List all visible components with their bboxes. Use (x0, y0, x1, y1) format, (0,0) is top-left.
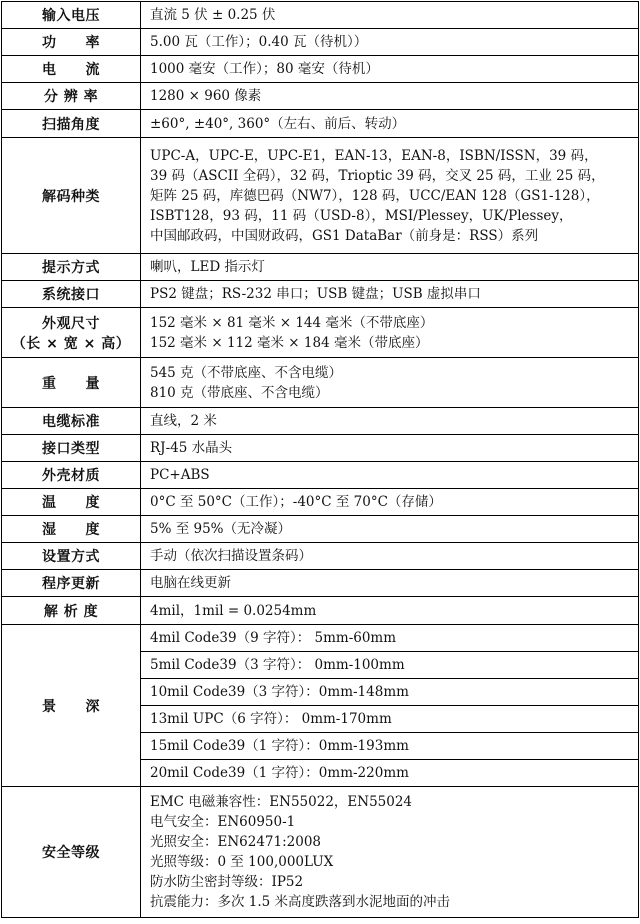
safety-line: 电气安全：EN60950-1 (150, 814, 296, 830)
row-label: 功 率 (2, 29, 141, 56)
symbology-line: 39 码（ASCII 全码），32 码，Trioptic 39 码，交叉 25 码，工业 25 码， (150, 167, 605, 184)
symbology-line: 矩阵 25 码，库德巴码（NW7），128 码，UCC/EAN 128（GS1-128）， (150, 187, 600, 204)
row-label: 安全等级 (2, 787, 141, 918)
row-interface (2, 281, 639, 308)
row-value: 5% 至 95%（无冷凝） (141, 516, 639, 543)
row-label: 电 流 (2, 56, 141, 83)
row-value (141, 787, 639, 918)
dof-item: 5mil Code39（3 字符）： 0mm-100mm (141, 652, 639, 679)
row-label: 解码种类 (2, 138, 141, 254)
row-indicator (2, 254, 639, 281)
row-value (141, 138, 639, 254)
dof-item: 10mil Code39（3 字符）：0mm-148mm (141, 679, 639, 706)
row-value: 4mil，1mil = 0.0254mm (141, 597, 639, 625)
row-weight (2, 358, 639, 408)
dof-item: 20mil Code39（1 字符）：0mm-220mm (141, 760, 639, 787)
row-label: 解 析 度 (2, 597, 141, 625)
row-label: 输入电压 (2, 2, 141, 29)
row-value: PS2 键盘；RS-232 串口；USB 键盘；USB 虚拟串口 (141, 281, 639, 308)
row-value: 电脑在线更新 (141, 570, 639, 597)
row-value: 1280 × 960 像素 (141, 83, 639, 110)
row-power (2, 29, 639, 56)
row-label (2, 308, 141, 358)
row-value: 0°C 至 50°C（工作）；-40°C 至 70°C（存储） (141, 489, 639, 516)
row-value: PC+ABS (141, 462, 639, 489)
dof-item: 13mil UPC（6 字符）： 0mm-170mm (141, 706, 639, 733)
row-value: 手动（依次扫描设置条码） (141, 543, 639, 570)
row-value: RJ-45 水晶头 (141, 435, 639, 462)
row-label: 程序更新 (2, 570, 141, 597)
row-label: 重 量 (2, 358, 141, 408)
row-label: 外壳材质 (2, 462, 141, 489)
weight-line: 810 克（带底座、不含电缆） (150, 384, 329, 401)
row-label: 接口类型 (2, 435, 141, 462)
row-safety (2, 787, 639, 918)
symbology-line: UPC-A，UPC-E，UPC-E1，EAN-13，EAN-8，ISBN/ISSN，39 码， (150, 147, 598, 164)
row-current (2, 56, 639, 83)
safety-line: 抗震能力：多次 1.5 米高度跌落到水泥地面的冲击 (150, 894, 451, 910)
dimension-line: 152 毫米 × 112 毫米 × 184 毫米（带底座） (150, 334, 429, 351)
row-cable (2, 408, 639, 435)
row-value: ±60°, ±40°, 360°（左右、前后、转动） (141, 110, 639, 138)
row-connector (2, 435, 639, 462)
row-depth-of-field (2, 625, 639, 652)
symbology-line: 中国邮政码，中国财政码，GS1 DataBar（前身是：RSS）系列 (150, 227, 539, 244)
row-scan-angle (2, 110, 639, 138)
row-label: 湿 度 (2, 516, 141, 543)
row-input-voltage (2, 2, 639, 29)
weight-line: 545 克（不带底座、不含电缆） (150, 364, 343, 381)
row-housing (2, 462, 639, 489)
row-label: 系统接口 (2, 281, 141, 308)
row-label: 设置方式 (2, 543, 141, 570)
row-update (2, 570, 639, 597)
safety-line: 光照等级：0 至 100,000LUX (150, 854, 334, 870)
row-symbologies (2, 138, 639, 254)
row-humidity (2, 516, 639, 543)
safety-line: 光照安全：EN62471:2008 (150, 834, 322, 850)
row-label: 提示方式 (2, 254, 141, 281)
row-label: 景 深 (2, 625, 141, 787)
row-value: 直流 5 伏 ± 0.25 伏 (141, 2, 639, 29)
row-setup (2, 543, 639, 570)
row-value: 喇叭，LED 指示灯 (141, 254, 639, 281)
safety-line: EMC 电磁兼容性：EN55022，EN55024 (150, 794, 413, 810)
row-value: 直线，2 米 (141, 408, 639, 435)
row-value (141, 358, 639, 408)
row-dimensions (2, 308, 639, 358)
dof-item: 4mil Code39（9 字符）： 5mm-60mm (141, 625, 639, 652)
row-value: 5.00 瓦（工作）；0.40 瓦（待机）） (141, 29, 639, 56)
dimensions-label-line: （长 × 宽 × 高） (11, 335, 131, 352)
row-precision (2, 597, 639, 625)
row-temperature (2, 489, 639, 516)
spec-table (1, 1, 639, 918)
dimensions-label-line: 外观尺寸 (42, 315, 100, 332)
row-label: 温 度 (2, 489, 141, 516)
symbology-line: ISBT128，93 码，11 码（USD-8），MSI/Plessey，UK/Plessey， (150, 207, 573, 224)
dof-item: 15mil Code39（1 字符）：0mm-193mm (141, 733, 639, 760)
row-label: 分 辨 率 (2, 83, 141, 110)
row-label: 扫描角度 (2, 110, 141, 138)
row-value (141, 308, 639, 358)
row-resolution (2, 83, 639, 110)
safety-line: 防水防尘密封等级：IP52 (150, 874, 304, 890)
row-label: 电缆标准 (2, 408, 141, 435)
dimension-line: 152 毫米 × 81 毫米 × 144 毫米（不带底座） (150, 314, 434, 331)
row-value: 1000 毫安（工作）；80 毫安（待机） (141, 56, 639, 83)
